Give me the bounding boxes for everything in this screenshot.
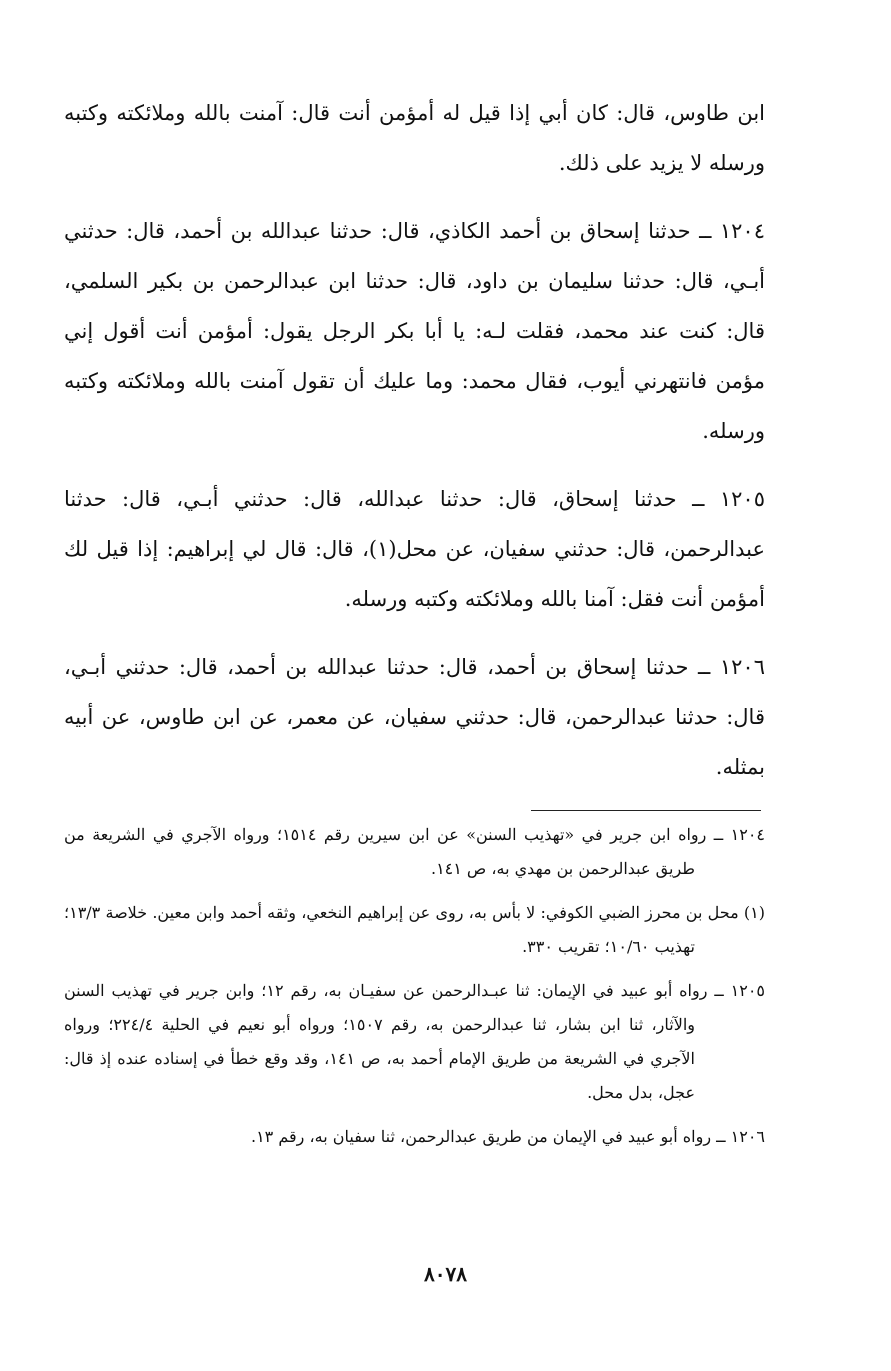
footnote-1205: ١٢٠٥ ــ رواه أبو عبيد في الإيمان: ثنا عبـدالرحمن عن سفيـان به، رقم ١٢؛ وابن جرير في تهذيب السنن والآثار، ثنا ابن بشار، ثنا عبدالرحمن به، رقم ١٥٠٧؛ ورواه أبو نعيم في الحلية ٢٢٤/٤؛ ورواه الآجري في الشريعة من طريق الإمام أحمد به، ص ١٤١، وقد وقع خطأ في إسناده عنده إذ قال: عجل، بدل محل.	[64, 981, 766, 1102]
page-number: ٨٠٧٨	[424, 1262, 467, 1286]
hadith-1204: ١٢٠٤ ــ حدثنا إسحاق بن أحمد الكاذي، قال: حدثنا عبدالله بن أحمد، قال: حدثني أبـي، قال: حدثنا سليمان بن داود، قال: حدثنا ابن عبدالرحمن بن بكير السلمي، قال: كنت عند محمد، فقلت لـه: يا أبا بكر الرجل يقول: أمؤمن أنت أقول إني مؤمن فانتهرني أيوب، فقال محمد: وما عليك أن تقول آمنت بالله وملائكته وكتبه ورسله.	[64, 219, 765, 443]
main-text	[64, 88, 765, 810]
footnote-1204: ١٢٠٤ ــ رواه ابن جرير في «تهذيب السنن» عن ابن سيرين رقم ١٥١٤؛ ورواه الآجري في الشريعة من طريق عبدالرحمن بن مهدي به، ص ١٤١.	[64, 825, 766, 878]
footnote-divider	[531, 810, 761, 811]
hadith-1206: ١٢٠٦ ــ حدثنا إسحاق بن أحمد، قال: حدثنا عبدالله بن أحمد، قال: حدثني أبـي، قال: حدثنا عبدالرحمن، قال: حدثني سفيان، عن معمر، عن ابن طاوس، عن أبيه بمثله.	[64, 655, 765, 779]
hadith-1205: ١٢٠٥ ــ حدثنا إسحاق، قال: حدثنا عبدالله، قال: حدثني أبـي، قال: حدثنا عبدالرحمن، قال: حدثني سفيان، عن محل(١)، قال: قال لي إبراهيم: إذا قيل لك أمؤمن أنت فقل: آمنا بالله وملائكته وكتبه ورسله.	[64, 487, 765, 611]
footnote-1: (١) محل بن محرز الضبي الكوفي: لا بأس به، روى عن إبراهيم النخعي، وثقه أحمد وابن معين. خلاصة ١٣/٣؛ تهذيب ١٠/٦٠؛ تقريب ٣٣٠.	[64, 903, 765, 956]
paragraph-continuation: ابن طاوس، قال: كان أبي إذا قيل له أمؤمن أنت قال: آمنت بالله وملائكته وكتبه ورسله لا يزيد على ذلك.	[64, 101, 765, 175]
footnotes	[64, 818, 765, 1164]
footnote-1206: ١٢٠٦ ــ رواه أبو عبيد في الإيمان من طريق عبدالرحمن، ثنا سفيان به، رقم ١٣.	[250, 1127, 765, 1146]
